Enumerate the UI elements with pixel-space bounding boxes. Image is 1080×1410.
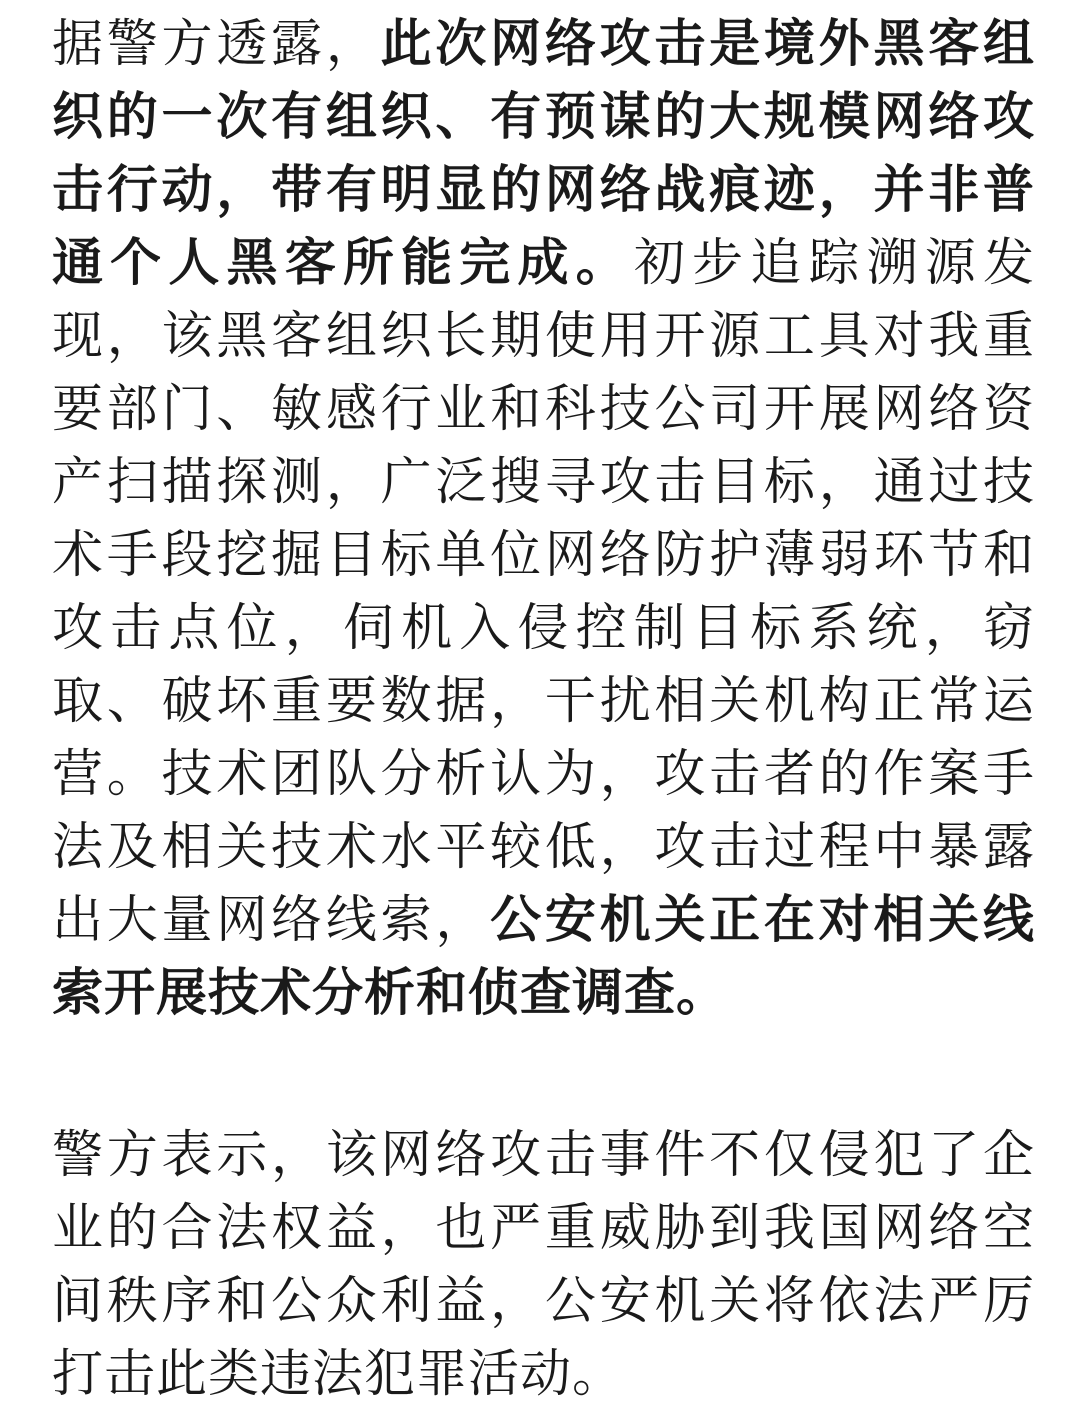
- bold-text-run: 此次网络攻击是境外黑客组织的一次有组织、有预谋的大规模网络攻击行动，带有明显的网络战痕迹，并非普通个人黑客所能完成。: [52, 15, 1035, 291]
- text-run: 警方表示，该网络攻击事件不仅侵犯了企业的合法权益，也严重威胁到我国网络空间秩序和公众利益，公安机关将依法严厉打击此类违法犯罪活动。: [52, 1126, 1035, 1402]
- paragraph: [52, 7, 1035, 1029]
- paragraph: [52, 1118, 1035, 1410]
- bold-text-run: 公安机关正在对相关线索开展技术分析和侦查调查。: [52, 891, 1035, 1021]
- text-run: 据警方透露，: [52, 15, 381, 72]
- text-run: 初步追踪溯源发现，该黑客组织长期使用开源工具对我重要部门、敏感行业和科技公司开展网络资产扫描探测，广泛搜寻攻击目标，通过技术手段挖掘目标单位网络防护薄弱环节和攻击点位，伺机入侵控制目标系统，窃取、破坏重要数据，干扰相关机构正常运营。技术团队分析认为，攻击者的作案手法及相关技术水平较低，攻击过程中暴露出大量网络线索，: [52, 234, 1035, 948]
